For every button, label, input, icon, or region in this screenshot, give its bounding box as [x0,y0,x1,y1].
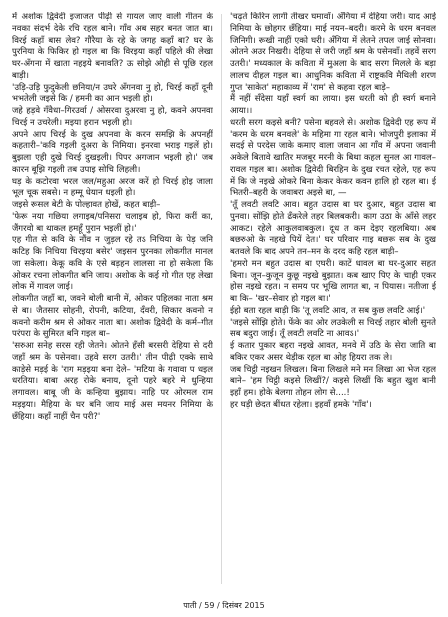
paragraph: ई कतार पुकार बहरा नइखे आवत, मनवे में उठि के सेरा जाति बा बकिर एकर असर थेड़ीक रहल बा ओह हियरा तक ले। [230,341,436,363]
paragraph: एह गीत से कवि के नौंव न जुड़ल रहे तऽ निचिया के पेड़ जनि कटिह कि निचिया चिरइया बसेर' जइसन पुरनका लोकगीत मानल जा सकेला। केकू कवि के एसे बड़हन लालसा ना हो सकेला कि ओकर रचना लोकगीत बनि जाय। अशोक के कई गो गीत एह लेखा लोक में गावल जाई। [12,235,213,293]
magazine-page [12,12,436,587]
verse: 'हमरो मन बहुत उदास बा एघरी। काटें धावल बा घर-दुआर सहत बिना। जून–कुजून कुछू नइखे बुझात। कब खाए पिए के चाही एकर होस नइखे रहत। न समय पर भूखि लागत बा, न पियास। नतीजा ई बा कि– 'खर–सेवार हो गइल बा।' [230,258,436,304]
left-column [12,12,213,587]
paragraph: जब चिट्ठी नइखन लिखल। बिना लिखले मने मन लिखा आ भेज रहल बाने– 'हम चिट्ठी कइसे लिखीं?/ कइसे लिखीं कि बहुत खुश बानी इहाँ हम। होके बेलगा तोहन लोग से....! [230,364,436,398]
paragraph: लोकगीत जहाँ बा, जवने बोली बानी में, ओकर पहिलका नाता श्रम से बा। जैतसार सोहनी, रोपनी, कटिया, दँवरी, सिकार कवनो न कवनो करीम श्रम से ओकर नाता बा। अशोक द्विवेदी के कर्म–गीत परंपरा के सुमिरत बनि गइल बा– [12,294,213,340]
paragraph: ईहो बता रहल बाड़ी कि 'तू लवटि आव, त सब कुछ लवटि आई।' [230,305,426,316]
paragraph: में अशोक द्विवेदी इजाजत पीढ़ी से गायल जाए वाली गीतन के नवका संदर्भ देके रचि रहल बाने। गाँव अब सहर बनत जात बा। विरई कहाँ बास लेव? गौरैया के रहे के जगह कहाँ बा? घर के पुरनिया के फिकिर हो गइल बा कि विरइया कहाँ पहिले की लेखा घर-अँगना में खाता नहइये बनावति? ऊ सोझे ओही से पूछि रहल बाड़ी। [12,12,213,81]
verse: हर घड़ी छेदत बींधत रहेला। इहवाँ हमके 'गाँव'। [230,399,372,410]
verse: 'जइसे सोंझि होते। फेंके का ओर लउकेली स चिरई तहार बोली सुनते सब बदुरा जाई। तूँ लवटी लवटि ना आवऽ।' [230,317,436,340]
column-divider [221,14,222,584]
right-column [230,12,436,587]
verse: घड़ के कटोरवा भरल जल/महुआ अरज करें हो चिरई होइ जाला भूल चूक सबसे। न हम्मू धेयान धइली हो। [12,176,213,199]
verse: 'उड़ि-उड़ि फुदुकेली छनिया/न उघरे अँगनवा नु हो, चिरई कहाँ दूनी भभतेली जइसे कि / हमनी का आन भइली हो। [12,82,213,105]
verse: 'तूँ लवटी लवटि आव। बहुत उदास बा घर दुआर, बहुत उदास बा पुनवा। सोंझि होते ढँकरेले तहर बिलबकरी। काग उठा के आँसे लहर आकट। रहेले आकुलवाबकुल। दूध त कम देइए रहलबिया। अब बछरुओ के नहखे पियें देत।' घर परिवार गाइ बछरू सब के दुख बतवले कि बाद अपने तन–मन के दरद कहि रहल बाड़ी– [230,200,436,257]
paragraph: अपने आप चिरई के दुख अपनवा के करन समझि के अपनहीं कहतारी–'कवि गइली दुअरा के निमिया। इनरवा भराइ गइलें हो। बुझला एही दुखे चिरई दुखइली। पिपर अगजान भइली हो।' जब कारन बूझि गइली तब उपाइ सोचि लिहली। [12,129,213,175]
page-footer: पाती / 59 / दिसंबर 2015 [183,601,265,610]
verse: 'चढ़ते किरिन लागी तीखर घमावाँ। अँगिया में देहिया जरी। याद आई निमिया के छोहगर छँहिया। माई नयन–बदरी। करमे के धरम बनवल जिनिगी। रूखी नाहीं एको घरी। अँगिया में लेतने तपल जाई सोनवा। ओतने अउर निखरी। देहिया से जरी जहाँ श्रम के पसेनवाँ। तहवें सरग उतरी।' मध्यकाल के कविता में मुअला के बाद सरग मिलले के बड़ा लालच दीहल गइल बा। आधुनिक कविता में राष्ट्रकवि मैथिली शरण गुप्त 'साकेत' महाकाव्य में 'राम' से कहवा रहल बाड़े– [230,12,436,93]
verse: 'सरुआ सनेह सरस रही जेतने। ओतने हँसी बरसरी देहिया से दरी जहाँ श्रम के पसेनवा। उहवे सरग उतरी।' तीन पीढ़ी एक्के साथे काड़ेसे मड़ई के 'राग मड़इया बना देले– 'मटिया के गवावा प धइल धरतिया। बाबा अरह रोके बनाय, दूनो पहरे बहरे मे धुन्हिया लगावल। बाबू जी के कन्हिया बुझाय। नाहि पर ओरमल राम मड़इया। मैहिया के घर बनि जाय माई अस मयनर निमिया के छँहिया। कहाँ नाहीं चैन परी?' [12,341,213,422]
paragraph: धरती सरग कइसे बनी? पसेना बहवले से। अशोक द्विवेदी एह रूप में 'करम के धरम बनवले' के महिमा गा रहल बाने। भोजपुरी इलाका में सदई से परदेस जाके कमाए वाला जवान आ गाँव में अपना जवानी अकेले बितावे खातिर मजबूर मरनी के बिथा कहल सुनल आ गावल–रावल गइल बा। अशोक द्विवेदी बिरहिन के दुख रचत रहेले, एह रूप में कि जे नइखे ओकरे बिना केकर केकर कवन हालि हो रहल बा। ई भितरी–बहरी के जवाबरा अइसे बा, — [230,117,436,199]
verse: मैं नहीं सँदेसा यहाँ स्वर्ग का लाया। इस धरती को ही स्वर्ग बनाने आया।। [230,94,436,116]
verse: जहे हड़वे गँवैधा–गिरउर्वा / ओसरवा दुअरवा नु हो, कवने अपनवा चिरई न उचरेली। मइया हरान भइली हो। [12,106,213,128]
paragraph: जइसे रूसल बेटी के पोल्हावत होखें, कहत बाड़ी– [12,200,161,210]
verse: 'फेरू नया गछिया लगाइब/पनिसरा चलाइब हो, फिरा करीं का, जैंगरवो बा थाकल हमहूँ पुरान भइलीं हो।' [12,211,213,234]
